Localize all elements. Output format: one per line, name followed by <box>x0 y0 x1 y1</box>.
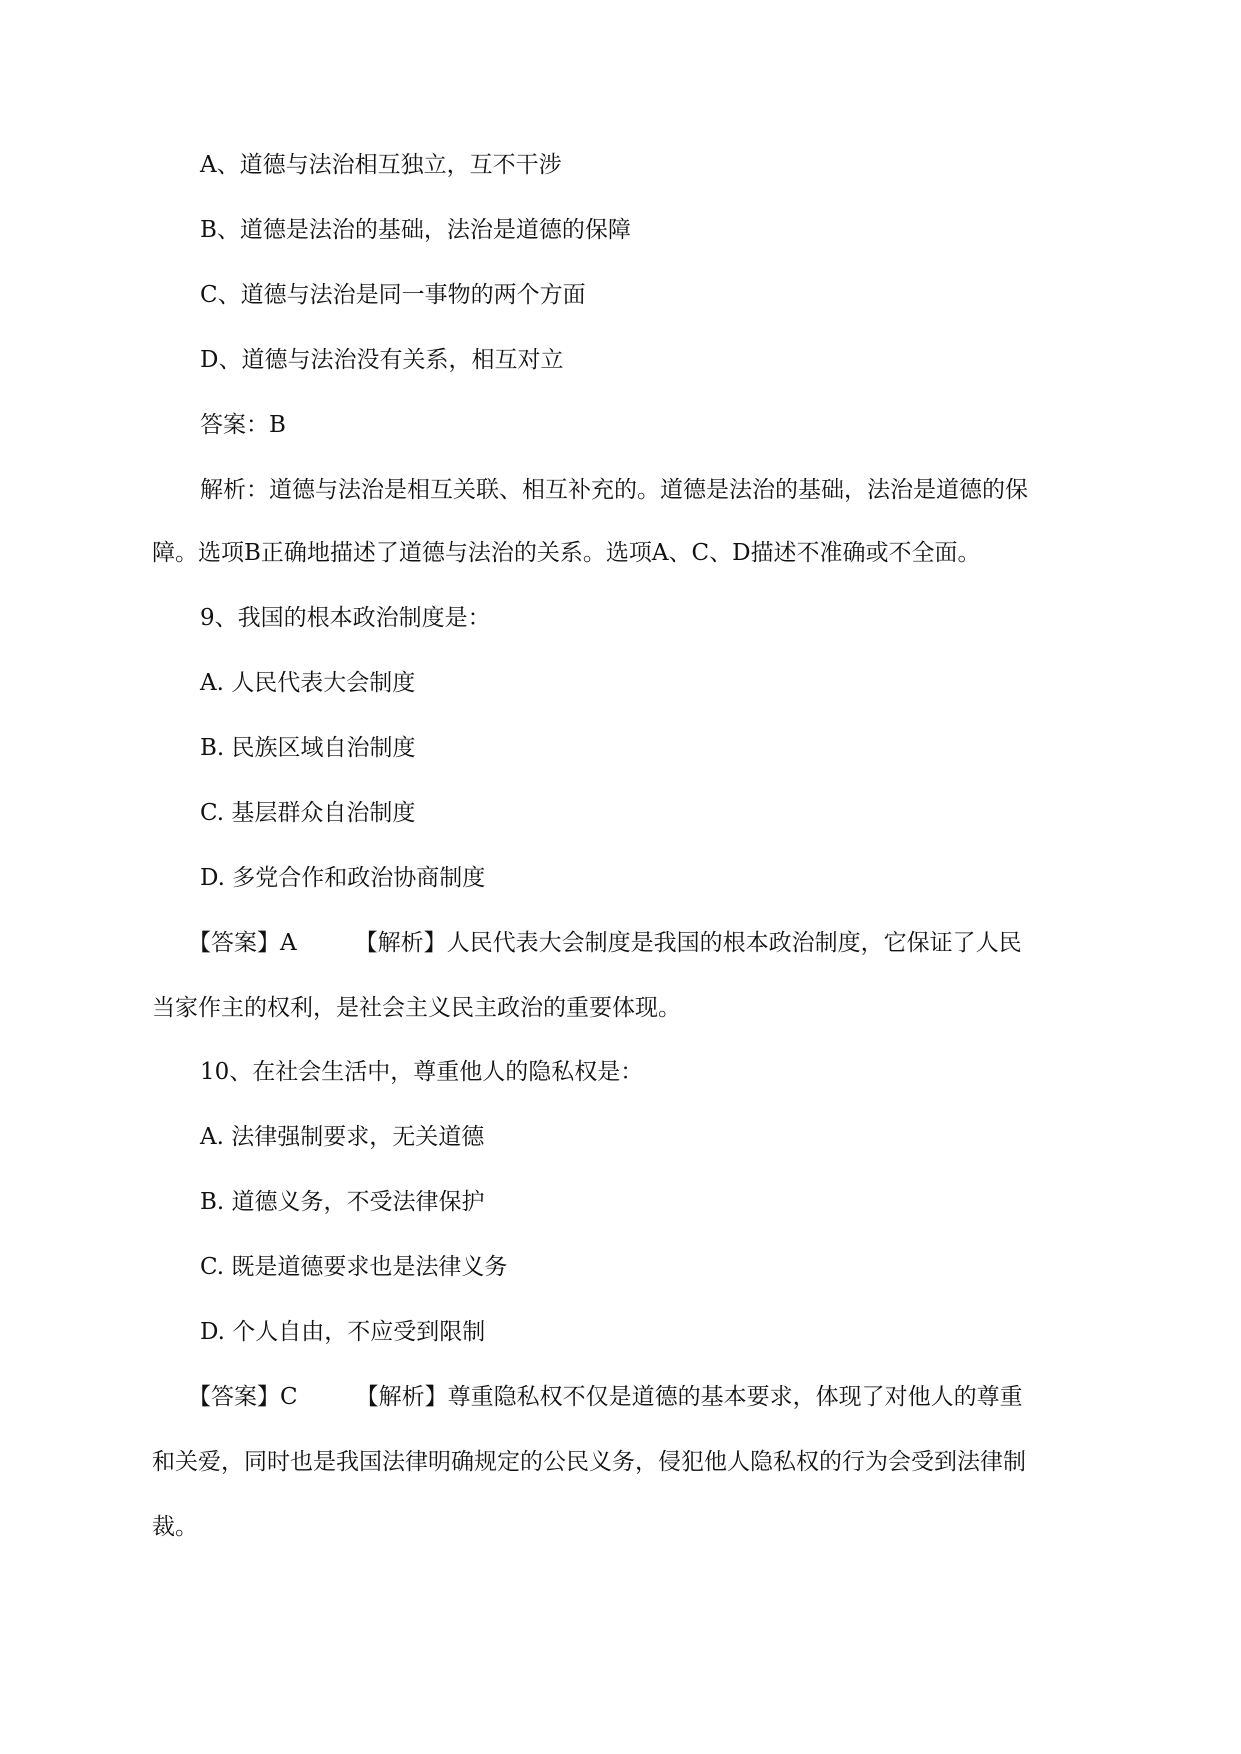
q9-answer-analysis <box>188 928 1022 958</box>
q10-option-b: B. 道德义务，不受法律保护 <box>200 1189 485 1215</box>
q8-analysis-line-1: 解析：道德与法治是相互关联、相互补充的。道德是法治的基础，法治是道德的保 <box>200 477 1028 503</box>
q9-option-b: B. 民族区域自治制度 <box>200 735 416 761</box>
q8-option-d: D、道德与法治没有关系，相互对立 <box>200 347 564 373</box>
q10-analysis-line-2: 和关爱，同时也是我国法律明确规定的公民义务，侵犯他人隐私权的行为会受到法律制 <box>152 1449 1026 1475</box>
q9-question: 9、我国的根本政治制度是： <box>200 605 491 631</box>
q8-option-c: C、道德与法治是同一事物的两个方面 <box>200 282 586 308</box>
q9-answer: 【答案】A <box>188 930 297 956</box>
q9-option-d: D. 多党合作和政治协商制度 <box>200 865 486 891</box>
q8-analysis-line-2: 障。选项B正确地描述了道德与法治的关系。选项A、C、D描述不准确或不全面。 <box>152 540 981 566</box>
q8-answer: 答案：B <box>200 412 286 438</box>
q9-option-a: A. 人民代表大会制度 <box>200 670 416 696</box>
q8-option-b: B、道德是法治的基础，法治是道德的保障 <box>200 217 631 243</box>
q10-option-a: A. 法律强制要求，无关道德 <box>200 1124 485 1150</box>
q8-option-a: A、道德与法治相互独立，互不干涉 <box>200 152 562 178</box>
q10-analysis-line-3: 裁。 <box>152 1514 198 1540</box>
q9-option-c: C. 基层群众自治制度 <box>200 800 416 826</box>
q9-analysis-line-1: 【解析】人民代表大会制度是我国的根本政治制度，它保证了人民 <box>354 930 1022 956</box>
q9-analysis-line-2: 当家作主的权利，是社会主义民主政治的重要体现。 <box>152 995 681 1021</box>
q10-answer-analysis <box>188 1382 1023 1412</box>
q10-option-c: C. 既是道德要求也是法律义务 <box>200 1254 508 1280</box>
q10-question: 10、在社会生活中，尊重他人的隐私权是： <box>200 1059 644 1085</box>
q10-option-d: D. 个人自由，不应受到限制 <box>200 1319 486 1345</box>
q10-answer: 【答案】C <box>188 1384 298 1410</box>
q10-analysis-line-1: 【解析】尊重隐私权不仅是道德的基本要求，体现了对他人的尊重 <box>355 1384 1023 1410</box>
